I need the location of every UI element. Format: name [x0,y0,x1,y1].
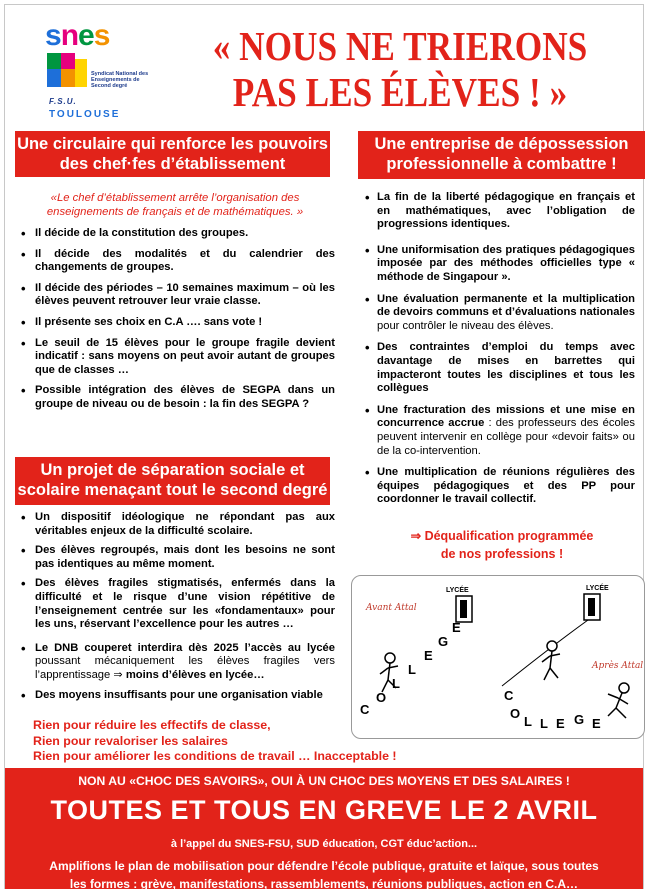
college-letter: G [438,634,449,649]
banner-mobilisation [5,857,643,893]
college-letter: E [592,716,601,731]
college-letter: L [524,714,532,729]
banner-strike-date: TOUTES ET TOUS EN GREVE LE 2 AVRIL [50,795,598,825]
label-avant-attal: Avant Attal [366,603,417,613]
section3-content [15,511,335,708]
logo-city: TOULOUSE [49,109,121,120]
list-item [15,577,335,631]
lycee-door-open-1 [460,600,467,618]
banner-mobilisation-line1: Amplifions le plan de mobilisation pour défendre l’école publique, gratuite et laïque, sous toutes [49,859,599,873]
list-item: • Il décide de la constitution des groupes. [15,227,335,241]
item-bold-text: Des élèves regroupés, mais dont les besoins ne sont pas identiques au même moment. [35,544,335,570]
item-normal-text: pour contrôler le niveau des élèves. [377,319,554,332]
label-apres-attal: Après Attal [592,661,644,671]
section2-content [365,191,635,515]
section2-list [365,191,635,507]
rien-pour-list [33,718,397,765]
section1-content [15,191,335,419]
list-item [365,466,635,507]
list-item: • Possible intégration des élèves de SEGPA dans un groupe de niveau ou de besoin : la fin des SEGPA ? [15,384,335,411]
item-bold-text: Une uniformisation des pratiques pédagogiques imposée par des méthodes officielles type « méthode de Singapour ». [377,243,635,283]
rien-line: Rien pour améliorer les conditions de travail … Inacceptable ! [33,749,397,763]
dequal-line1: ⇒ Déqualification programmée [410,529,594,543]
rien-line: Rien pour réduire les effectifs de classe, [33,718,271,732]
banner-call: à l’appel du SNES-FSU, SUD éducation, CGT éduc’action... [170,838,478,850]
avant-apres-attal-illustration [351,575,645,739]
section-header-circulaire [15,131,330,177]
college-letter: E [424,648,433,663]
list-item: • Il décide des modalités et du calendrier des changements de groupes. [15,248,335,275]
college-letter: G [574,712,585,727]
dequal-line2: de nos professions ! [440,547,564,561]
college-letter: C [360,702,370,717]
tract-page [4,4,644,889]
ramp-line [502,620,588,686]
list-item [365,293,635,334]
item-bold-text: Une fracturation des missions et une mise en concurrence accrue [377,403,635,430]
dequalification-callout [371,527,633,563]
main-title-line1: « NOUS NE TRIERONS [212,23,588,69]
section1-title-line1: Une circulaire qui renforce les pouvoirs [17,135,328,153]
item-bold-text: La fin de la liberté pédagogique en français et en mathématiques, avec l’obligation de progressions identiques. [377,191,635,231]
section1-title-line2: des chef·fes d’établissement [59,155,286,173]
circulaire-quote: «Le chef d’établissement arrête l’organisation des enseignements de français et de mathématiques. » [46,192,304,218]
item-bold-text: Le DNB couperet interdira dès 2025 l’accès au lycée [35,641,335,654]
section2-title-line2: professionnelle à combattre ! [386,155,617,173]
college-letter: O [376,690,387,705]
item-bold-text: Une évaluation permanente et la multiplication de devoirs communs et d’évaluations nationales [377,292,636,319]
walking-figure-icon [542,641,560,680]
list-item [365,244,635,285]
section2-title-line1: Une entreprise de dépossession [374,135,629,153]
list-item [365,404,635,458]
college-letter: L [392,676,400,691]
item-normal-text: : des professeurs des écoles peuvent intervenir en collège pour «devoir faits» ou de la co-intervention. [377,417,635,457]
section3-title-line2: scolaire menaçant tout le second degré [17,481,328,499]
list-item [365,341,635,395]
college-letter: E [452,620,461,635]
banner-slogan: NON AU «CHOC DES SAVOIRS», OUI À UN CHOC DES MOYENS ET DES SALAIRES ! [78,774,570,788]
main-title-line2: PAS LES ÉLÈVES ! » [232,69,568,115]
college-letter: C [504,688,514,703]
fallen-figure-icon [608,683,629,718]
list-item [15,511,335,538]
college-letter: O [510,706,521,721]
main-title [198,23,602,115]
snes-fsu-logo [45,19,149,120]
section-header-separation [15,457,330,505]
lycee-label-2: LYCÉE [586,585,609,592]
logo-org-name: Syndicat National des Enseignements de Second degré [91,71,149,89]
list-item [15,544,335,571]
item-bold-text: Des moyens insuffisants pour une organisation viable [35,688,323,701]
list-item [15,642,335,683]
lycee-label-1: LYCÉE [446,587,469,594]
section3-title-line1: Un projet de séparation sociale et [40,461,305,479]
list-item [15,689,335,703]
item-bold-text: Une multiplication de réunions régulières des équipes pédagogiques et des PP pour coordonner le travail collectif. [377,466,635,506]
rien-line: Rien pour revaloriser les salaires [33,733,228,748]
section-header-depossession [358,131,645,179]
college-letter: E [556,716,565,731]
item-bold-text: moins d’élèves en lycée… [125,668,265,681]
logo-blocks-icon [47,53,87,95]
list-item: • Il décide des périodes – 10 semaines maximum – où les élèves peuvent retrouver leur vraie classe. [15,282,335,309]
lycee-door-open-2 [588,598,595,616]
item-normal-text: poussant mécaniquement les élèves fragiles vers l’apprentissage ⇒ [35,655,335,681]
college-letter: L [540,716,548,731]
logo-fsu: F.S.U. [49,97,77,106]
college-letter: L [408,662,416,677]
list-item: • Il présente ses choix en C.A …. sans vote ! [15,316,335,330]
strike-banner [5,768,643,889]
snes-logo-letters: snes [45,19,110,52]
item-bold-text: Des élèves fragiles stigmatisés, enfermés dans la difficulté et le risque d’une vision répétitive de l’enseignement centrée sur les «fondamentaux» pour les uns, réservant l’excellence pour les autres … [35,577,335,631]
item-bold-text: Des contraintes d’emploi du temps avec davantage de mises en barrettes qui impacteront toutes les disciplines et tous les collègues [377,341,635,395]
list-item: • Le seuil de 15 élèves pour le groupe fragile devient indicatif : sans moyens on peut avoir autant de groupes que de classes … [15,337,335,378]
banner-mobilisation-line2: les formes : grève, manifestations, rassemblements, réunions publiques, action en C.A… [69,877,579,891]
section3-list [15,511,335,702]
illustration-svg [352,576,646,740]
section1-list [15,227,335,412]
list-item [365,191,635,232]
item-bold-text: Un dispositif idéologique ne répondant pas aux véritables enjeux de la difficulté scolaire. [35,511,335,537]
